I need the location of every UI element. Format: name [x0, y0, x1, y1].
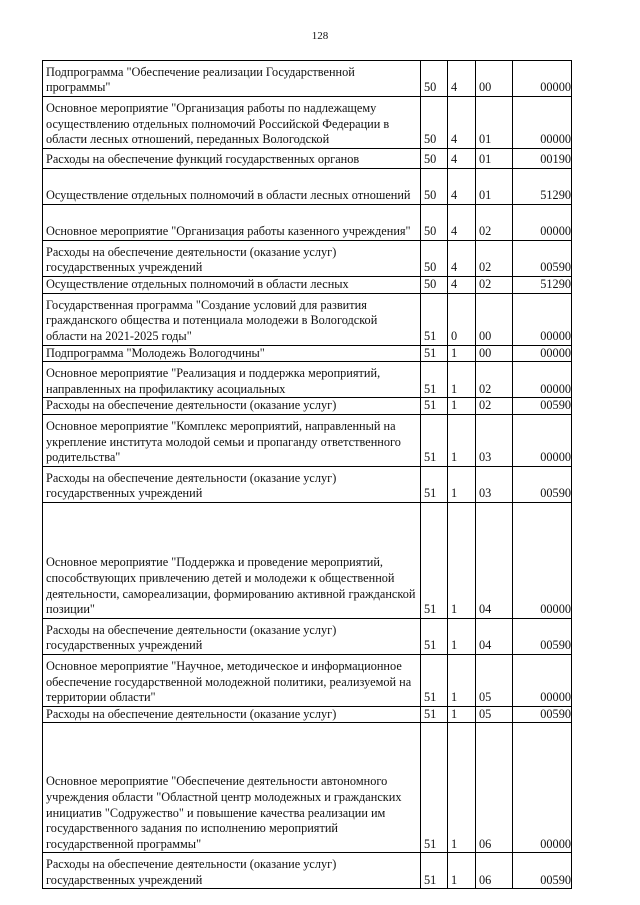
direction-code-cell: 00000 [513, 97, 572, 149]
table-row [43, 723, 572, 853]
program-code-cell: 50 [421, 241, 448, 277]
row-name-cell: Расходы на обеспечение деятельности (оказание услуг) [43, 398, 421, 415]
subprogram-code-cell: 1 [448, 345, 476, 362]
table-row [43, 706, 572, 723]
event-code-cell: 02 [476, 398, 513, 415]
program-code-cell: 51 [421, 345, 448, 362]
program-code-cell: 51 [421, 362, 448, 398]
direction-code-cell: 00590 [513, 618, 572, 654]
table-row [43, 241, 572, 277]
subprogram-code-cell: 1 [448, 466, 476, 502]
subprogram-code-cell: 1 [448, 706, 476, 723]
row-name-cell: Основное мероприятие "Организация работы по надлежащему осуществлению отдельных полномочий Российской Федерации в области лесных отношений, переданных Вологодской [43, 97, 421, 149]
event-code-cell: 00 [476, 345, 513, 362]
program-code-cell: 50 [421, 97, 448, 149]
program-code-cell: 51 [421, 618, 448, 654]
event-code-cell: 01 [476, 97, 513, 149]
program-code-cell: 51 [421, 293, 448, 345]
direction-code-cell: 00590 [513, 853, 572, 889]
program-code-cell: 51 [421, 654, 448, 706]
event-code-cell: 01 [476, 149, 513, 169]
direction-code-cell: 00590 [513, 466, 572, 502]
subprogram-code-cell: 1 [448, 362, 476, 398]
program-code-cell: 51 [421, 502, 448, 618]
direction-code-cell: 00000 [513, 362, 572, 398]
table-row [43, 345, 572, 362]
row-name-cell: Осуществление отдельных полномочий в области лесных отношений [43, 169, 421, 205]
subprogram-code-cell: 1 [448, 853, 476, 889]
program-code-cell: 51 [421, 853, 448, 889]
row-name-cell: Расходы на обеспечение функций государственных органов [43, 149, 421, 169]
subprogram-code-cell: 4 [448, 205, 476, 241]
table-row [43, 205, 572, 241]
page-number: 128 [311, 30, 329, 42]
direction-code-cell: 51290 [513, 169, 572, 205]
table-row [43, 277, 572, 294]
subprogram-code-cell: 4 [448, 149, 476, 169]
row-name-cell: Подпрограмма "Обеспечение реализации Государственной программы" [43, 61, 421, 97]
row-name-cell: Основное мероприятие "Реализация и поддержка мероприятий, направленных на профилактику асоциальных [43, 362, 421, 398]
table-row [43, 97, 572, 149]
budget-classification-table [42, 60, 572, 889]
row-name-cell: Расходы на обеспечение деятельности (оказание услуг) государственных учреждений [43, 853, 421, 889]
table-row [43, 654, 572, 706]
event-code-cell: 03 [476, 414, 513, 466]
row-name-cell: Основное мероприятие "Научное, методическое и информационное обеспечение государственной молодежной политики, реализуемой на территории области" [43, 654, 421, 706]
subprogram-code-cell: 4 [448, 169, 476, 205]
event-code-cell: 06 [476, 723, 513, 853]
subprogram-code-cell: 1 [448, 502, 476, 618]
row-name-cell: Осуществление отдельных полномочий в области лесных [43, 277, 421, 294]
event-code-cell: 01 [476, 169, 513, 205]
event-code-cell: 02 [476, 205, 513, 241]
event-code-cell: 03 [476, 466, 513, 502]
row-name-cell: Основное мероприятие "Поддержка и проведение мероприятий, способствующих привлечению детей и молодежи к общественной деятельности, самореализации, формированию активной гражданской позиции" [43, 502, 421, 618]
table-row [43, 169, 572, 205]
direction-code-cell: 51290 [513, 277, 572, 294]
subprogram-code-cell: 1 [448, 618, 476, 654]
event-code-cell: 00 [476, 61, 513, 97]
table-row [43, 466, 572, 502]
table-row [43, 398, 572, 415]
direction-code-cell: 00590 [513, 398, 572, 415]
subprogram-code-cell: 4 [448, 61, 476, 97]
subprogram-code-cell: 1 [448, 414, 476, 466]
program-code-cell: 51 [421, 723, 448, 853]
table-row [43, 414, 572, 466]
event-code-cell: 02 [476, 362, 513, 398]
program-code-cell: 51 [421, 466, 448, 502]
row-name-cell: Основное мероприятие "Обеспечение деятельности автономного учреждения области "Областной центр молодежных и гражданских инициатив "Содружество" и повышение качества реализации им государственного задания по исполнению мероприятий государственной программы" [43, 723, 421, 853]
row-name-cell: Основное мероприятие "Комплекс мероприятий, направленный на укрепление института молодой семьи и пропаганду ответственного родительства" [43, 414, 421, 466]
subprogram-code-cell: 4 [448, 97, 476, 149]
program-code-cell: 51 [421, 398, 448, 415]
subprogram-code-cell: 4 [448, 241, 476, 277]
event-code-cell: 00 [476, 293, 513, 345]
row-name-cell: Подпрограмма "Молодежь Вологодчины" [43, 345, 421, 362]
direction-code-cell: 00000 [513, 345, 572, 362]
subprogram-code-cell: 0 [448, 293, 476, 345]
program-code-cell: 50 [421, 149, 448, 169]
direction-code-cell: 00000 [513, 205, 572, 241]
event-code-cell: 06 [476, 853, 513, 889]
row-name-cell: Расходы на обеспечение деятельности (оказание услуг) государственных учреждений [43, 618, 421, 654]
row-name-cell: Расходы на обеспечение деятельности (оказание услуг) [43, 706, 421, 723]
subprogram-code-cell: 1 [448, 398, 476, 415]
subprogram-code-cell: 4 [448, 277, 476, 294]
direction-code-cell: 00000 [513, 502, 572, 618]
program-code-cell: 50 [421, 61, 448, 97]
table-row [43, 618, 572, 654]
direction-code-cell: 00590 [513, 706, 572, 723]
event-code-cell: 05 [476, 706, 513, 723]
subprogram-code-cell: 1 [448, 654, 476, 706]
table-row [43, 362, 572, 398]
event-code-cell: 05 [476, 654, 513, 706]
program-code-cell: 50 [421, 169, 448, 205]
direction-code-cell: 00000 [513, 414, 572, 466]
row-name-cell: Государственная программа "Создание условий для развития гражданского общества и потенциала молодежи в Вологодской области на 2021-2025 годы" [43, 293, 421, 345]
row-name-cell: Расходы на обеспечение деятельности (оказание услуг) государственных учреждений [43, 241, 421, 277]
direction-code-cell: 00000 [513, 723, 572, 853]
row-name-cell: Расходы на обеспечение деятельности (оказание услуг) государственных учреждений [43, 466, 421, 502]
event-code-cell: 04 [476, 618, 513, 654]
table-row [43, 61, 572, 97]
program-code-cell: 50 [421, 205, 448, 241]
program-code-cell: 51 [421, 414, 448, 466]
program-code-cell: 50 [421, 277, 448, 294]
table-row [43, 853, 572, 889]
event-code-cell: 02 [476, 241, 513, 277]
direction-code-cell: 00000 [513, 61, 572, 97]
direction-code-cell: 00590 [513, 241, 572, 277]
row-name-cell: Основное мероприятие "Организация работы казенного учреждения" [43, 205, 421, 241]
event-code-cell: 02 [476, 277, 513, 294]
program-code-cell: 51 [421, 706, 448, 723]
table-body [43, 61, 572, 889]
direction-code-cell: 00000 [513, 293, 572, 345]
event-code-cell: 04 [476, 502, 513, 618]
table-row [43, 502, 572, 618]
subprogram-code-cell: 1 [448, 723, 476, 853]
direction-code-cell: 00190 [513, 149, 572, 169]
table-row [43, 149, 572, 169]
table-row [43, 293, 572, 345]
direction-code-cell: 00000 [513, 654, 572, 706]
